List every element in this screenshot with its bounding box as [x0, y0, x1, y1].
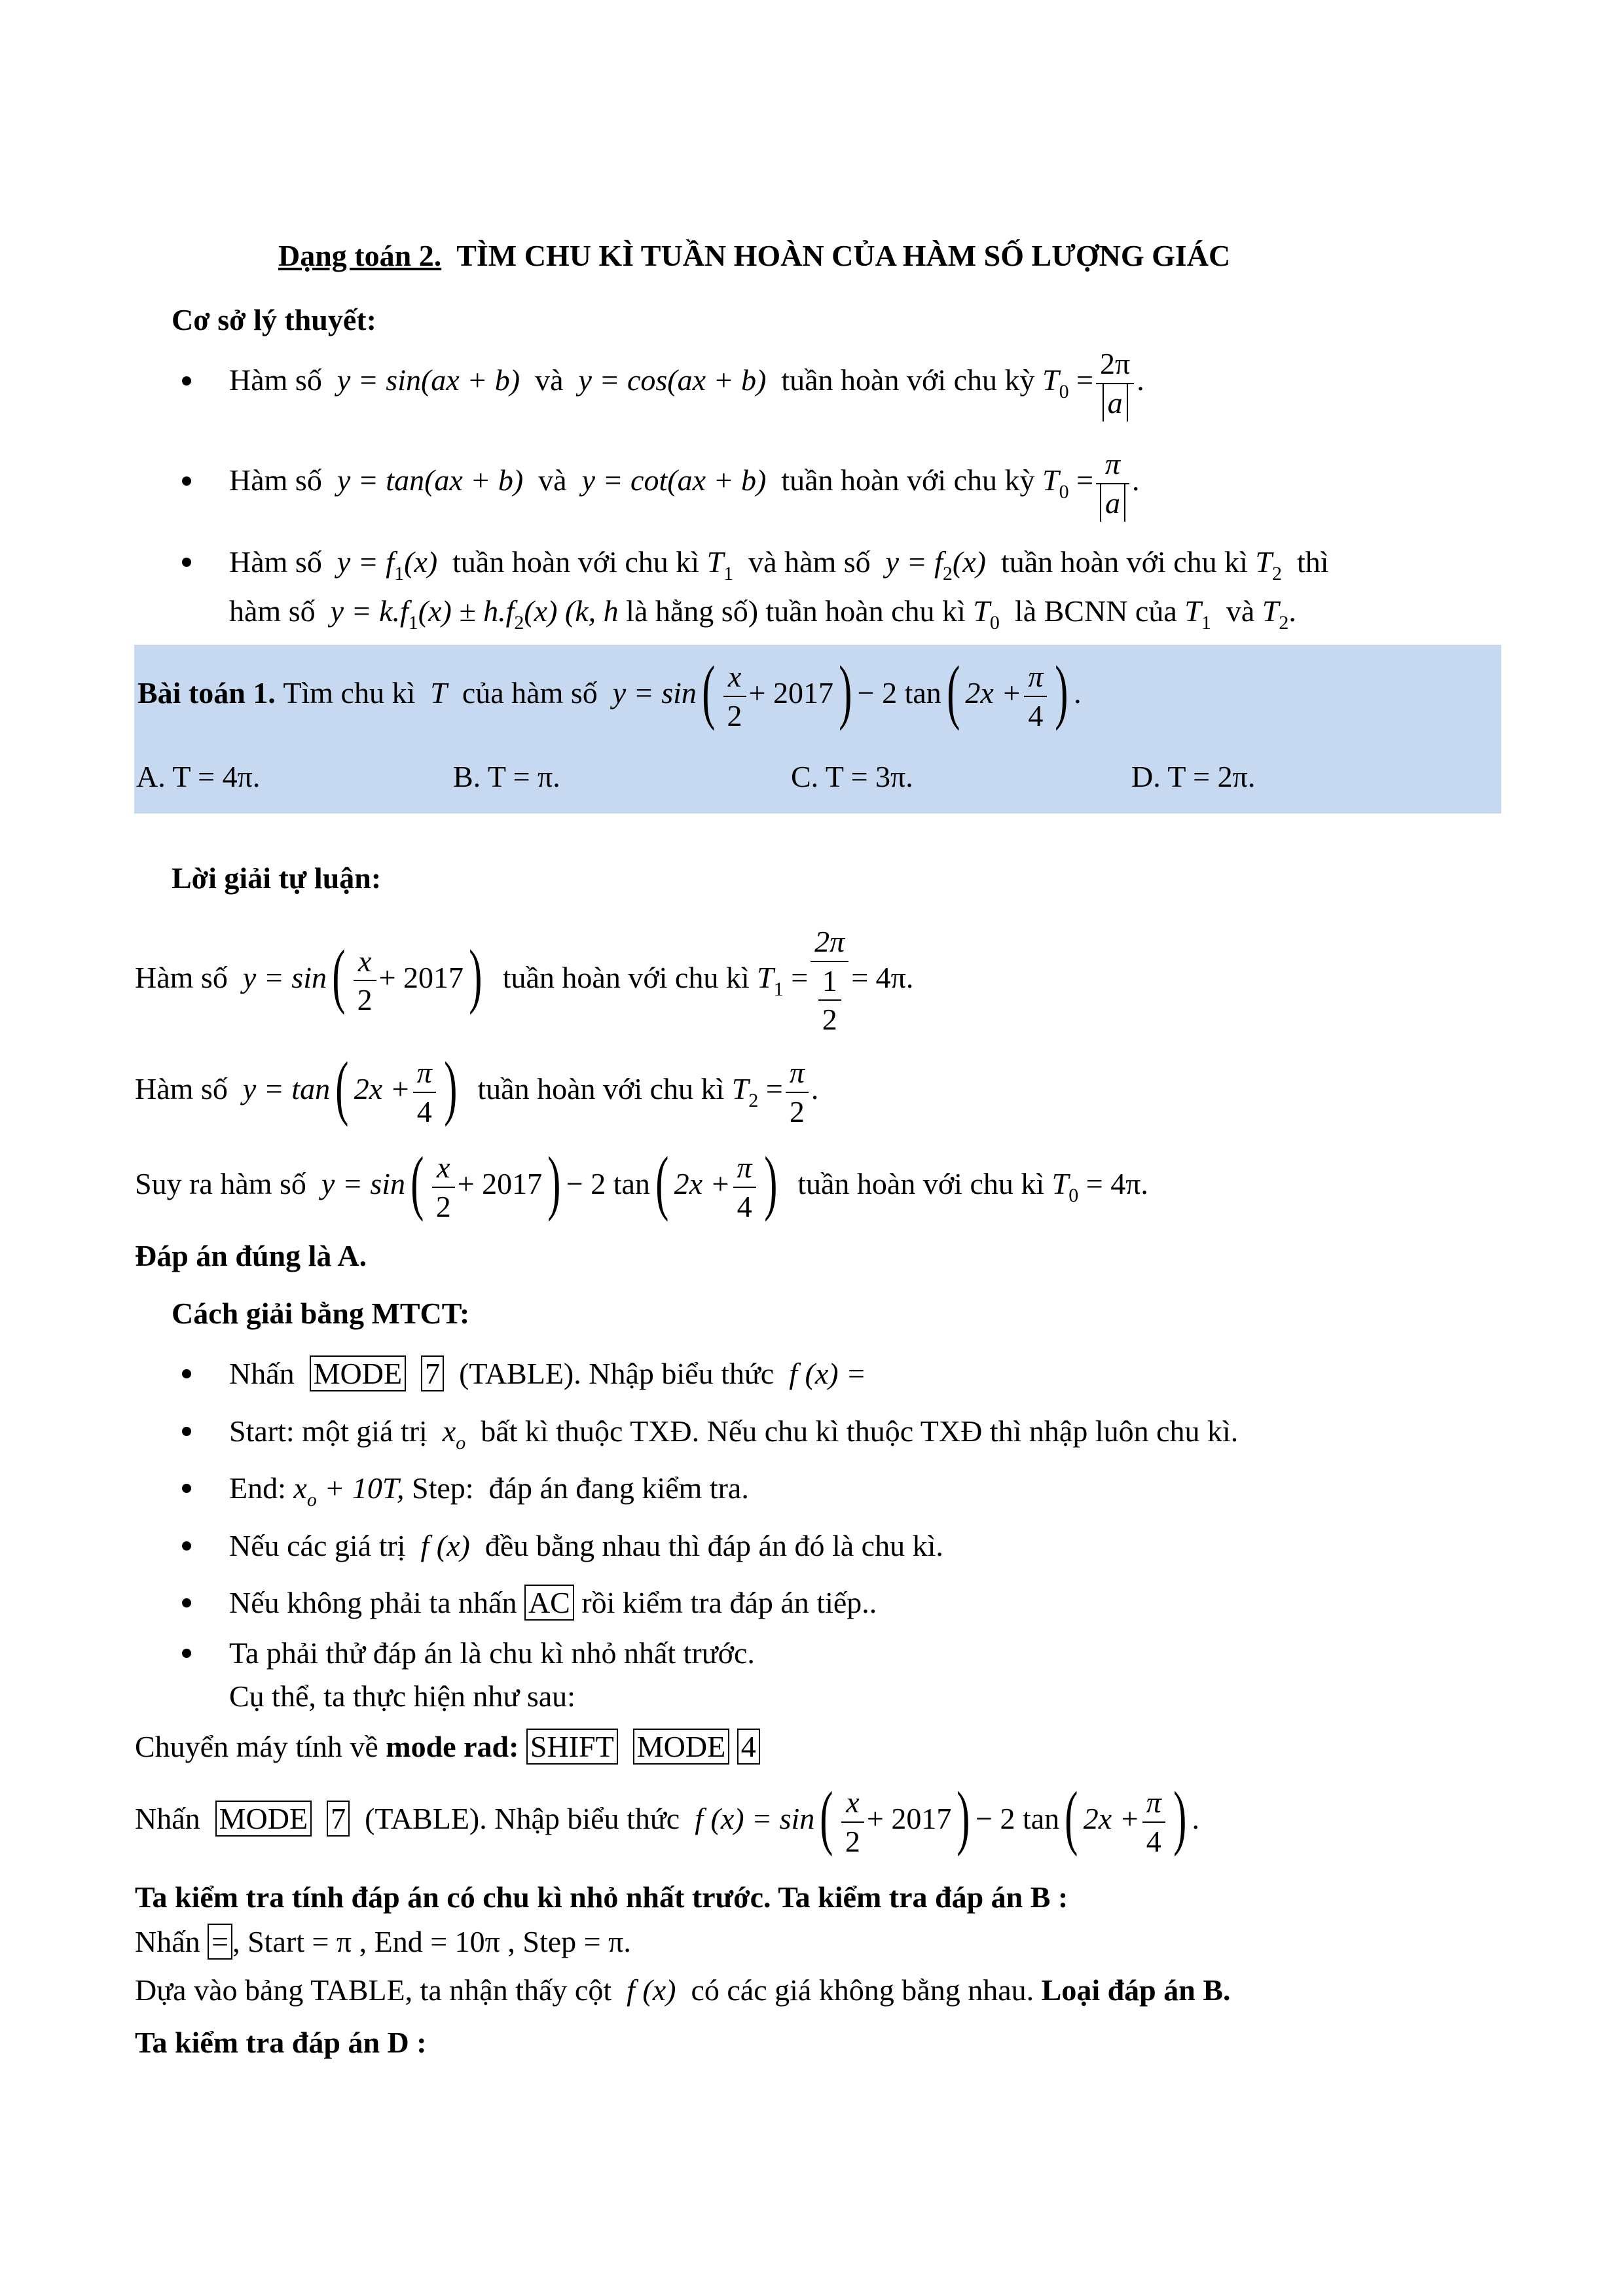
key-mode: MODE	[310, 1355, 406, 1391]
mtct-note: Cụ thể, ta thực hiện như sau:	[229, 1679, 575, 1713]
fraction: $\frac{\pi}{a}$	[1096, 445, 1129, 522]
bullet-icon	[182, 376, 191, 386]
option-c: C. T = 3π.	[791, 760, 913, 793]
theory-bullet-3-line-2: hàm số $y = k.f_1(x) \pm h.f_2(x)$ (k, h là hằng số) tuần hoàn chu kì $T_0$ là BCNN của $T_1$ và $T_2$.	[229, 594, 1296, 634]
theory-bullet-1: Hàm số y = sin(ax + b) và y = cos(ax + b) tuần hoàn với chu kỳ $T_0$ = $\frac{2\pi}{a}$ .	[182, 345, 1144, 422]
theory-bullet-3: Hàm số $y = f_1(x)$ tuần hoàn với chu kì $T_1$ và hàm số $y = f_2(x)$ tuần hoàn với chu kì $T_2$ thì	[182, 543, 1329, 586]
solution-title: Lời giải tự luận:	[172, 861, 382, 895]
theory-title: Cơ sở lý thuyết:	[172, 303, 376, 336]
key-ac: AC	[524, 1585, 574, 1621]
option-b: B. T = π.	[453, 760, 560, 793]
mtct-bullet-2: Start: một giá trị $x_o$ bất kì thuộc TXĐ. Nếu chu kì thuộc TXĐ thì nhập luôn chu kì.	[182, 1412, 1238, 1456]
mtct-line-5: Dựa vào bảng TABLE, ta nhận thấy cột f (x) có các giá không bằng nhau. Loại đáp án B.	[135, 1973, 1231, 2007]
mtct-line-6: Ta kiểm tra đáp án D :	[135, 2026, 427, 2059]
bullet-icon	[182, 1369, 191, 1378]
bullet-icon	[182, 1598, 191, 1607]
bullet-icon	[182, 1484, 191, 1493]
theory-bullet-2: Hàm số y = tan(ax + b) và y = cot(ax + b) tuần hoàn với chu kỳ $T_0$ = $\frac{\pi}{a}$ .	[182, 445, 1140, 522]
bullet-icon	[182, 1541, 191, 1551]
mtct-line-4: Nhấn = , Start = π , End = 10π , Step = π.	[135, 1925, 631, 1958]
heading-title: TÌM CHU KÌ TUẦN HOÀN CỦA HÀM SỐ LƯỢNG GIÁC	[456, 239, 1231, 272]
key-7: 7	[327, 1801, 350, 1837]
key-4: 4	[737, 1729, 760, 1765]
key-shift: SHIFT	[526, 1729, 618, 1765]
mtct-bullet-5: Nếu không phải ta nhấn AC rồi kiểm tra đáp án tiếp..	[182, 1584, 877, 1622]
mtct-bullet-4: Nếu các giá trị f (x) đều bằng nhau thì đáp án đó là chu kì.	[182, 1527, 943, 1565]
mtct-line-1: Chuyển máy tính về mode rad: SHIFT MODE 4	[135, 1728, 760, 1766]
key-mode: MODE	[633, 1729, 729, 1765]
solution-line-2: Hàm số y = tan( 2x + $\frac{\pi}{4}$ ) tuần hoàn với chu kì $T_2$ = $\frac{\pi}{2}$ .	[135, 1047, 819, 1128]
bullet-icon	[182, 476, 191, 486]
bullet-icon	[182, 1649, 191, 1658]
answer-line: Đáp án đúng là A.	[135, 1239, 367, 1272]
key-mode: MODE	[215, 1801, 312, 1837]
solution-line-3: Suy ra hàm số y = sin( $\frac{x}{2}$ + 2017) − 2 tan( 2x + $\frac{\pi}{4}$ ) tuần hoàn với chu kì $T_0 = 4\pi$.	[135, 1141, 1148, 1223]
solution-line-1: Hàm số y = sin( $\frac{x}{2}$ + 2017) tuần hoàn với chu kì $T_1$ = $\frac{2\pi}{\frac{1}{2}}$ = 4π.	[135, 923, 913, 1039]
bullet-icon	[182, 1427, 191, 1436]
mtct-title: Cách giải bằng MTCT:	[172, 1297, 470, 1330]
fraction: $\frac{2\pi}{a}$	[1096, 345, 1134, 422]
heading-label: Dạng toán 2.	[278, 239, 442, 272]
mtct-line-3: Ta kiểm tra tính đáp án có chu kì nhỏ nhất trước. Ta kiểm tra đáp án B :	[135, 1880, 1068, 1914]
key-7: 7	[421, 1355, 444, 1391]
key-equals: =	[208, 1924, 232, 1960]
mtct-bullet-6: Ta phải thử đáp án là chu kì nhỏ nhất trước.	[182, 1634, 755, 1672]
problem-statement: Bài toán 1. Tìm chu kì T của hàm số y = sin( $\frac{x}{2}$ + 2017) − 2 tan( 2x + $\frac{\pi}{4}$ ) .	[137, 651, 1082, 732]
section-heading	[278, 237, 1230, 275]
option-d: D. T = 2π.	[1131, 760, 1256, 793]
bullet-icon	[182, 558, 191, 567]
option-a: A. T = 4π.	[136, 760, 261, 793]
mtct-bullet-3: End: $x_o + 10T$, Step: đáp án đang kiểm tra.	[182, 1469, 749, 1513]
mtct-line-2: Nhấn MODE 7 (TABLE). Nhập biểu thức f (x) = sin( $\frac{x}{2}$ + 2017) − 2 tan( 2x + $\frac{\pi}{4}$ ) .	[135, 1776, 1199, 1858]
mtct-bullet-1: Nhấn MODE 7 (TABLE). Nhập biểu thức f (x) =	[182, 1355, 866, 1393]
